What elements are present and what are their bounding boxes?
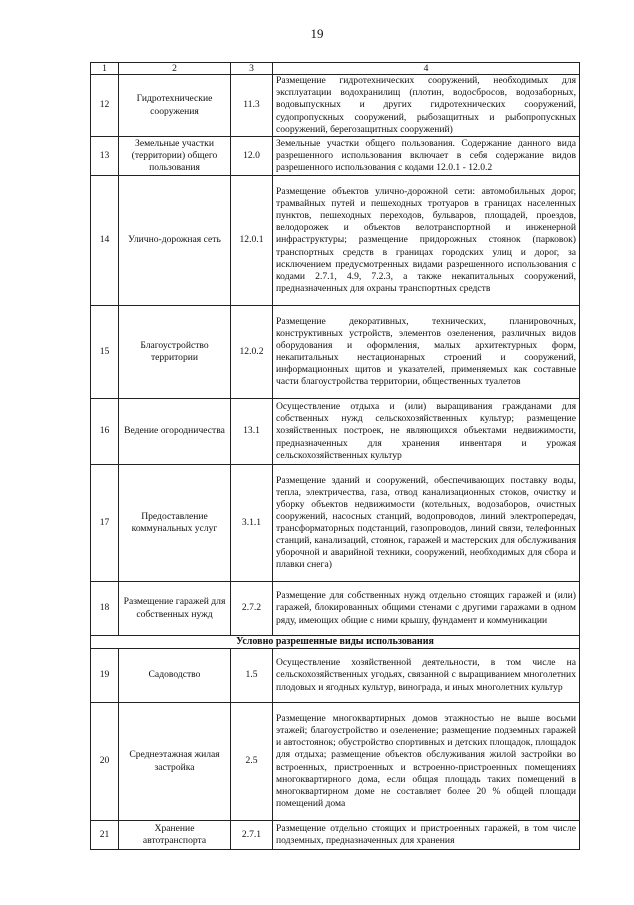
use-type-name: Размещение гаражей для собственных нужд <box>119 582 231 636</box>
use-type-code: 2.7.2 <box>231 582 273 636</box>
land-use-table <box>90 62 580 850</box>
use-type-description: Размещение для собственных нужд отдельно стоящих гаражей и (или) гаражей, блокированных общими стенами с другими гаражами в одном ряду, имеющих общие с ними крышу, фундамент и коммуникации <box>273 582 580 636</box>
use-type-name: Земельные участки (территории) общего пользования <box>119 137 231 176</box>
use-type-code: 12.0.2 <box>231 306 273 399</box>
row-number: 21 <box>91 821 119 850</box>
table-row <box>91 176 580 306</box>
table-row <box>91 582 580 636</box>
table-row <box>91 306 580 399</box>
use-type-name: Ведение огородничества <box>119 399 231 465</box>
use-type-code: 2.5 <box>231 703 273 821</box>
table-row <box>91 75 580 137</box>
use-type-description: Осуществление отдыха и (или) выращивания гражданами для собственных нужд сельскохозяйственных культур; размещение хозяйственных построек, не являющихся объектами недвижимости, предназначенных для хранения инвентаря и урожая сельскохозяйственных культур <box>273 399 580 465</box>
row-number: 17 <box>91 465 119 582</box>
use-type-name: Садоводство <box>119 649 231 703</box>
row-number: 12 <box>91 75 119 137</box>
use-type-name: Гидротехнические сооружения <box>119 75 231 137</box>
use-type-code: 13.1 <box>231 399 273 465</box>
row-number: 16 <box>91 399 119 465</box>
use-type-name: Среднеэтажная жилая застройка <box>119 703 231 821</box>
row-number: 20 <box>91 703 119 821</box>
use-type-name: Благоустройство территории <box>119 306 231 399</box>
use-type-code: 1.5 <box>231 649 273 703</box>
use-type-name: Улично-дорожная сеть <box>119 176 231 306</box>
use-type-code: 3.1.1 <box>231 465 273 582</box>
use-type-code: 2.7.1 <box>231 821 273 850</box>
table-row <box>91 399 580 465</box>
use-type-name: Предоставление коммунальных услуг <box>119 465 231 582</box>
row-number: 13 <box>91 137 119 176</box>
section-title: Условно разрешенные виды использования <box>91 636 580 649</box>
use-type-description: Размещение гидротехнических сооружений, необходимых для эксплуатации водохранилищ (плотин, водосбросов, водозаборных, водовыпускных и других гидротехнических сооружений, судопропускных сооружений, рыбозащитных и рыбопропускных сооружений, берегозащитных сооружений) <box>273 75 580 137</box>
table-row <box>91 137 580 176</box>
use-type-description: Земельные участки общего пользования. Содержание данного вида разрешенного использования включает в себя содержание видов разрешенного использования с кодами 12.0.1 - 12.0.2 <box>273 137 580 176</box>
use-type-code: 11.3 <box>231 75 273 137</box>
table-header-row <box>91 63 580 75</box>
section-header-row <box>91 636 580 649</box>
use-type-description: Осуществление хозяйственной деятельности, в том числе на сельскохозяйственных угодьях, связанной с выращиванием многолетних плодовых и ягодных культур, винограда, и иных многолетних культур <box>273 649 580 703</box>
row-number: 19 <box>91 649 119 703</box>
header-cell-3: 3 <box>231 63 273 75</box>
table-row <box>91 703 580 821</box>
use-type-code: 12.0.1 <box>231 176 273 306</box>
use-type-name: Хранение автотранспорта <box>119 821 231 850</box>
use-type-description: Размещение декоративных, технических, планировочных, конструктивных устройств, элементов озеленения, различных видов оборудования и оформления, малых архитектурных форм, некапитальных нестационарных строений и сооружений, информационных щитов и указателей, применяемых как составные части благоустройства территории, общественных туалетов <box>273 306 580 399</box>
header-cell-4: 4 <box>273 63 580 75</box>
row-number: 14 <box>91 176 119 306</box>
header-cell-1: 1 <box>91 63 119 75</box>
use-type-description: Размещение отдельно стоящих и пристроенных гаражей, в том числе подземных, предназначенных для хранения <box>273 821 580 850</box>
use-type-description: Размещение объектов улично-дорожной сети: автомобильных дорог, трамвайных путей и пешеходных тротуаров в границах населенных пунктов, пешеходных переходов, бульваров, площадей, проездов, велодорожек и объектов велотранспортной и инженерной инфраструктуры; размещение придорожных стоянок (парковок) транспортных средств в границах городских улиц и дорог, за исключением предусмотренных видами разрешенного использования с кодами 2.7.1, 4.9, 7.2.3, а также некапитальных сооружений, предназначенных для охраны транспортных средств <box>273 176 580 306</box>
header-cell-2: 2 <box>119 63 231 75</box>
page-number: 19 <box>310 26 324 41</box>
row-number: 15 <box>91 306 119 399</box>
table-row <box>91 821 580 850</box>
row-number: 18 <box>91 582 119 636</box>
table-row <box>91 649 580 703</box>
use-type-code: 12.0 <box>231 137 273 176</box>
table-row <box>91 465 580 582</box>
use-type-description: Размещение зданий и сооружений, обеспечивающих поставку воды, тепла, электричества, газа, отвод канализационных стоков, очистку и уборку объектов недвижимости (котельных, водозаборов, очистных сооружений, насосных станций, водопроводов, линий электропередач, трансформаторных подстанций, газопроводов, линий связи, телефонных станций, канализаций, стоянок, гаражей и мастерских для обслуживания уборочной и аварийной техники, сооружений, необходимых для сбора и плавки снега) <box>273 465 580 582</box>
use-type-description: Размещение многоквартирных домов этажностью не выше восьми этажей; благоустройство и озеленение; размещение подземных гаражей и автостоянок; обустройство спортивных и детских площадок, площадок для отдыха; размещение объектов обслуживания жилой застройки во встроенных, пристроенных и встроенно-пристроенных помещениях многоквартирного дома, если общая площадь таких помещений в многоквартирном доме не составляет более 20 % общей площади помещений дома <box>273 703 580 821</box>
